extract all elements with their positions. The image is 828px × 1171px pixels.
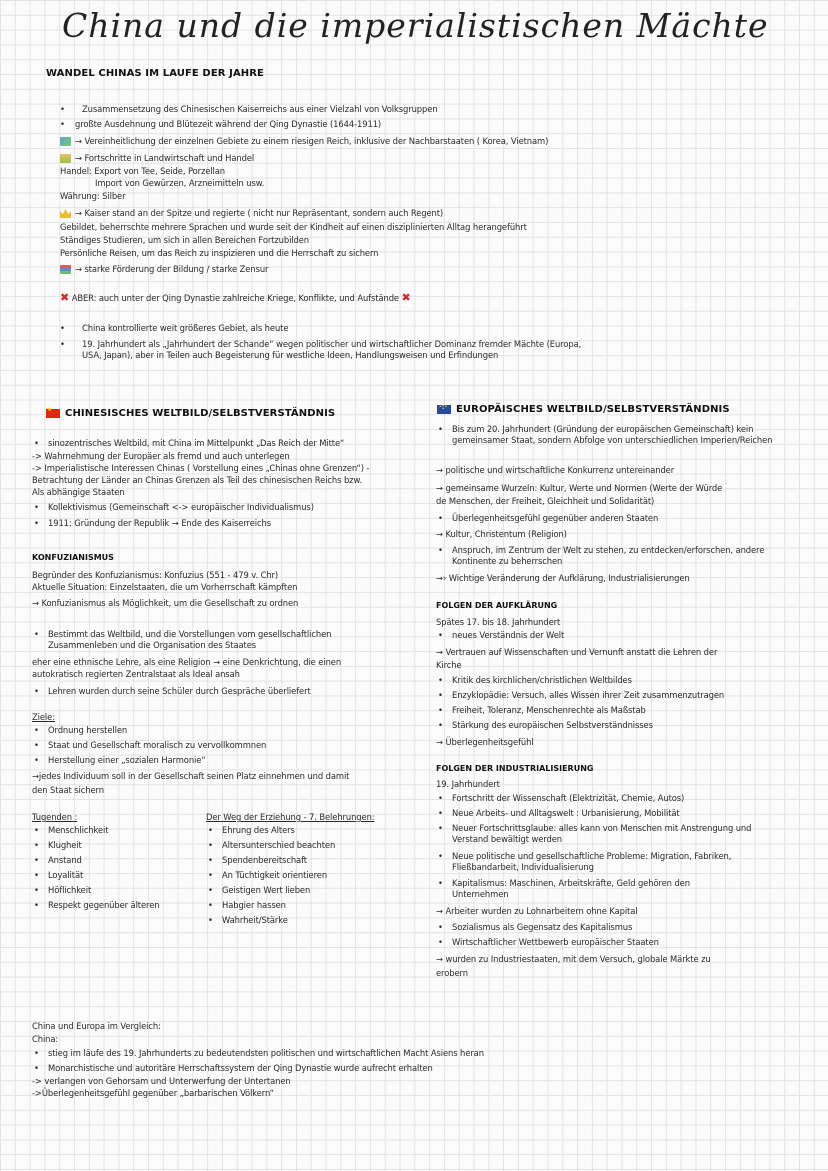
china-bullet-1: sinozentrisches Weltbild, mit China im Mittelpunkt „Das Reich der Mitte“ <box>48 438 345 448</box>
tugend-item: Respekt gegenüber älteren <box>48 900 160 910</box>
ziele-1: Ordnung herstellen <box>48 725 128 735</box>
china-bullet-3: 1911: Gründung der Republik → Ende des Kaiserreichs <box>48 518 271 528</box>
vergleich-bullet-1: stieg im läufe des 19. Jahrhunderts zu bedeutendsten politischen und wirtschaftlichen Macht Asiens heran <box>48 1048 484 1058</box>
bullet: • <box>34 629 39 639</box>
wandel-line-10-text: → starke Förderung der Bildung / starke Zensur <box>75 264 269 274</box>
weg-heading: Der Weg der Erziehung - 7. Belehrungen: <box>206 812 375 822</box>
bullet: • <box>208 870 213 880</box>
europa-heading-text: EUROPÄISCHES WELTBILD/SELBSTVERSTÄNDNIS <box>456 404 730 415</box>
bullet: • <box>208 900 213 910</box>
wandel-line-4: Import von Gewürzen, Arzneimitteln usw. <box>95 178 265 188</box>
bullet: • <box>438 690 443 700</box>
bullet: • <box>438 675 443 685</box>
auf-line-4: → Überlegenheitsgefühl <box>436 737 534 747</box>
konf-line-3: → Konfuzianismus als Möglichkeit, um die Gesellschaft zu ordnen <box>32 598 299 608</box>
wandel-bullet-1: Zusammensetzung des Chinesischen Kaiserreichs aus einer Vielzahl von Volksgruppen <box>82 104 438 114</box>
auf-bullet-1: neues Verständnis der Welt <box>452 630 565 640</box>
ziele-5: den Staat sichern <box>32 785 104 795</box>
china-line-1: -> Wahrnehmung der Europäer als fremd und auch unterlegen <box>32 451 290 461</box>
china-flag-icon <box>46 409 60 418</box>
auf-line-3: Kirche <box>436 660 462 670</box>
bullet: • <box>438 545 443 555</box>
page-title: China und die imperialistischen Mächte <box>62 6 769 45</box>
wandel-line-2 <box>60 153 254 164</box>
vergleich-title: China und Europa im Vergleich: <box>32 1021 161 1031</box>
bullet: • <box>34 725 39 735</box>
bullet: • <box>34 840 39 850</box>
cross-mark-icon: ✖ <box>60 291 70 304</box>
bullet: • <box>438 937 443 947</box>
bullet: • <box>208 915 213 925</box>
bullet: • <box>34 900 39 910</box>
bullet: • <box>34 870 39 880</box>
tugenden-heading: Tugenden : <box>32 812 78 822</box>
auf-bullet-5: Stärkung des europäischen Selbstverständnisses <box>452 720 653 730</box>
china-line-3: Betrachtung der Länder an Chinas Grenzen als Teil des chinesischen Reichs bzw. <box>32 475 363 485</box>
china-bullet-2: Kollektivismus (Gemeinschaft <-> europäischer Individualismus) <box>48 502 314 512</box>
bullet: • <box>208 885 213 895</box>
konfuzianismus-heading: KONFUZIANISMUS <box>32 553 114 562</box>
bullet: • <box>438 793 443 803</box>
europa-bullet-2: Überlegenheitsgefühl gegenüber anderen Staaten <box>452 513 659 523</box>
bullet: • <box>60 119 65 129</box>
bullet: • <box>208 840 213 850</box>
bullet: • <box>60 339 65 349</box>
bullet: • <box>34 755 39 765</box>
europa-bullet-1: Bis zum 20. Jahrhundert (Gründung der europäischen Gemeinschaft) kein gemeinsamer Staat, sondern Abfolge von unterschiedlichen Imperien/Reichen <box>452 424 773 446</box>
bullet: • <box>208 855 213 865</box>
ind-line-4: erobern <box>436 968 468 978</box>
tugend-item: Menschlichkeit <box>48 825 109 835</box>
europa-line-1: → politische und wirtschaftliche Konkurrenz untereinander <box>436 465 675 475</box>
eu-flag-icon <box>437 405 451 414</box>
weg-item: Geistigen Wert lieben <box>222 885 311 895</box>
weg-item: Ehrung des Alters <box>222 825 295 835</box>
wandel-line-6-text: → Kaiser stand an der Spitze und regierte ( nicht nur Repräsentant, sondern auch Regent) <box>75 208 444 218</box>
crown-icon <box>60 209 71 218</box>
konf-bullet-2: Lehren wurden durch seine Schüler durch Gespräche überliefert <box>48 686 311 696</box>
bullet: • <box>60 323 65 333</box>
books-icon <box>60 265 71 274</box>
wandel-line-5: Währung: Silber <box>60 191 126 201</box>
europa-line-4: → Kultur, Christentum (Religion) <box>436 529 567 539</box>
bullet: • <box>34 885 39 895</box>
ind-line-3: → wurden zu Industriestaaten, mit dem Versuch, globale Märkte zu <box>436 954 711 964</box>
europa-line-3: de Menschen, der Freiheit, Gleichheit und Solidarität) <box>436 496 655 506</box>
konf-line-5: eher eine ethnische Lehre, als eine Religion → eine Denkrichtung, die einen <box>32 657 342 667</box>
bullet: • <box>34 855 39 865</box>
weg-item: Wahrheit/Stärke <box>222 915 288 925</box>
ind-bullet-7: Wirtschaftlicher Wettbewerb europäischer Staaten <box>452 937 659 947</box>
wandel-bullet-2: großte Ausdehnung und Blütezeit während der Qing Dynastie (1644-1911) <box>75 119 382 129</box>
wandel-line-10 <box>60 264 268 275</box>
bullet: • <box>438 851 443 861</box>
weg-item: An Tüchtigkeit orientieren <box>222 870 328 880</box>
ind-bullet-3: Neuer Fortschrittsglaube: alles kann von Menschen mit Anstrengung und Verstand bewältigt werden <box>452 823 752 845</box>
auf-bullet-3: Enzyklopädie: Versuch, alles Wissen ihrer Zeit zusammenzutragen <box>452 690 725 700</box>
wandel-line-7: Gebildet, beherrschte mehrere Sprachen und wurde seit der Kindheit auf einen disziplinierten Alltag herangeführt <box>60 222 527 232</box>
industrialisierung-heading: FOLGEN DER INDUSTRIALISIERUNG <box>436 764 594 773</box>
bullet: • <box>438 720 443 730</box>
vergleich-line-2: ->Überlegenheitsgefühl gegenüber „barbarischen Völkern“ <box>32 1088 274 1098</box>
europa-line-2: → gemeinsame Wurzeln: Kultur, Werte und Normen (Werte der Würde <box>436 483 723 493</box>
china-line-2: -> Imperialistische Interessen Chinas ( Vorstellung eines „Chinas ohne Grenzen“) - <box>32 463 370 473</box>
map-icon <box>60 137 71 146</box>
china-heading-text: CHINESISCHES WELTBILD/SELBSTVERSTÄNDNIS <box>65 408 336 419</box>
bullet: • <box>34 825 39 835</box>
wandel-line-3: Handel: Export von Tee, Seide, Porzellan <box>60 166 226 176</box>
konf-bullet-1: Bestimmt das Weltbild, und die Vorstellungen vom gesellschaftlichen Zusammenleben und die Organisation des Staates <box>48 629 332 651</box>
konf-line-1: Begründer des Konfuzianismus: Konfuzius (551 - 479 v. Chr) <box>32 570 279 580</box>
wandel-line-1 <box>60 136 548 147</box>
china-line-4: Als abhängige Staaten <box>32 487 125 497</box>
bullet: • <box>34 1063 39 1073</box>
bullet: • <box>438 705 443 715</box>
section-heading-wandel: WANDEL CHINAS IM LAUFE DER JAHRE <box>46 68 264 79</box>
bullet: • <box>60 104 65 114</box>
bullet: • <box>438 823 443 833</box>
europa-bullet-3: Anspruch, im Zentrum der Welt zu stehen, zu entdecken/erforschen, andere Kontinente zu beherrschen <box>452 545 765 567</box>
vergleich-bullet-2: Monarchistische und autoritäre Herrschaftssystem der Qing Dynastie wurde aufrecht erhalten <box>48 1063 433 1073</box>
ziele-heading: Ziele: <box>32 712 55 722</box>
tugend-item: Klugheit <box>48 840 82 850</box>
bullet: • <box>34 740 39 750</box>
bullet: • <box>438 808 443 818</box>
ind-bullet-2: Neue Arbeits- und Alltagswelt : Urbanisierung, Mobilität <box>452 808 680 818</box>
weg-item: Habgier hassen <box>222 900 286 910</box>
bullet: • <box>208 825 213 835</box>
ind-bullet-4: Neue politische und gesellschaftliche Probleme: Migration, Fabriken, Fließbandarbeit, Individualisierung <box>452 851 732 873</box>
bullet: • <box>34 502 39 512</box>
wandel-line-9: Persönliche Reisen, um das Reich zu inspizieren und die Herrschaft zu sichern <box>60 248 379 258</box>
konf-line-6: autokratisch regierten Zentralstaat als Ideal ansah <box>32 669 240 679</box>
bullet: • <box>438 424 443 434</box>
tugend-item: Loyalität <box>48 870 84 880</box>
wandel-bullet-3: China kontrollierte weit größeres Gebiet, als heute <box>82 323 289 333</box>
ind-bullet-6: Sozialismus als Gegensatz des Kapitalismus <box>452 922 633 932</box>
weg-item: Spendenbereitschaft <box>222 855 307 865</box>
auf-bullet-4: Freiheit, Toleranz, Menschenrechte als Maßstab <box>452 705 646 715</box>
ziele-3: Herstellung einer „sozialen Harmonie“ <box>48 755 206 765</box>
wandel-line-1-text: → Vereinheitlichung der einzelnen Gebiete zu einem riesigen Reich, inklusive der Nachbarstaaten ( Korea, Vietnam) <box>75 136 549 146</box>
ziele-2: Staat und Gesellschaft moralisch zu vervollkommnen <box>48 740 267 750</box>
aufklaerung-heading: FOLGEN DER AUFKLÄRUNG <box>436 601 558 610</box>
bullet: • <box>34 518 39 528</box>
europa-line-5: →› Wichtige Veränderung der Aufklärung, Industrialisierungen <box>436 573 690 583</box>
bullet: • <box>438 878 443 888</box>
auf-line-2: → Vertrauen auf Wissenschaften und Vernunft anstatt die Lehren der <box>436 647 718 657</box>
wandel-bullet-4: 19. Jahrhundert als „Jahrhundert der Schande“ wegen politischer und wirtschaftlicher Dominanz fremder Mächte (Europa, USA, Japan), aber in Teilen auch Begeisterung für westliche Ideen, Handlungsweisen und Erfindungen <box>82 339 582 361</box>
ziele-4: →jedes Individuum soll in der Gesellschaft seinen Platz einnehmen und damit <box>32 771 350 781</box>
vergleich-line-1: -> verlangen von Gehorsam und Unterwerfung der Untertanen <box>32 1076 291 1086</box>
section-heading-europa <box>437 404 730 415</box>
cross-mark-icon: ✖ <box>401 291 411 304</box>
ind-line-2: → Arbeiter wurden zu Lohnarbeitern ohne Kapital <box>436 906 638 916</box>
bullet: • <box>34 438 39 448</box>
auf-line-1: Spätes 17. bis 18. Jahrhundert <box>436 617 561 627</box>
wandel-line-8: Ständiges Studieren, um sich in allen Bereichen Fortzubilden <box>60 235 310 245</box>
bullet: • <box>34 1048 39 1058</box>
ind-bullet-5: Kapitalismus: Maschinen, Arbeitskräfte, Geld gehören den Unternehmen <box>452 878 690 900</box>
bullet: • <box>34 686 39 696</box>
konf-line-2: Aktuelle Situation: Einzelstaaten, die um Vorherrschaft kämpften <box>32 582 298 592</box>
bullet: • <box>438 922 443 932</box>
bullet: • <box>438 513 443 523</box>
wandel-line-6 <box>60 208 443 219</box>
ind-line-1: 19. Jahrhundert <box>436 779 500 789</box>
tugend-item: Anstand <box>48 855 82 865</box>
ind-bullet-1: Fortschritt der Wissenschaft (Elektrizität, Chemie, Autos) <box>452 793 685 803</box>
tugend-item: Höflichkeit <box>48 885 92 895</box>
wheat-icon <box>60 154 71 163</box>
auf-bullet-2: Kritik des kirchlichen/christlichen Weltbildes <box>452 675 632 685</box>
vergleich-china: China: <box>32 1034 59 1044</box>
bullet: • <box>438 630 443 640</box>
wandel-aber-text: ABER: auch unter der Qing Dynastie zahlreiche Kriege, Konflikte, und Aufstände <box>71 293 399 303</box>
section-heading-china <box>46 408 335 419</box>
wandel-aber <box>60 292 411 304</box>
wandel-line-2-text: → Fortschritte in Landwirtschaft und Handel <box>75 153 255 163</box>
weg-item: Altersunterschied beachten <box>222 840 336 850</box>
